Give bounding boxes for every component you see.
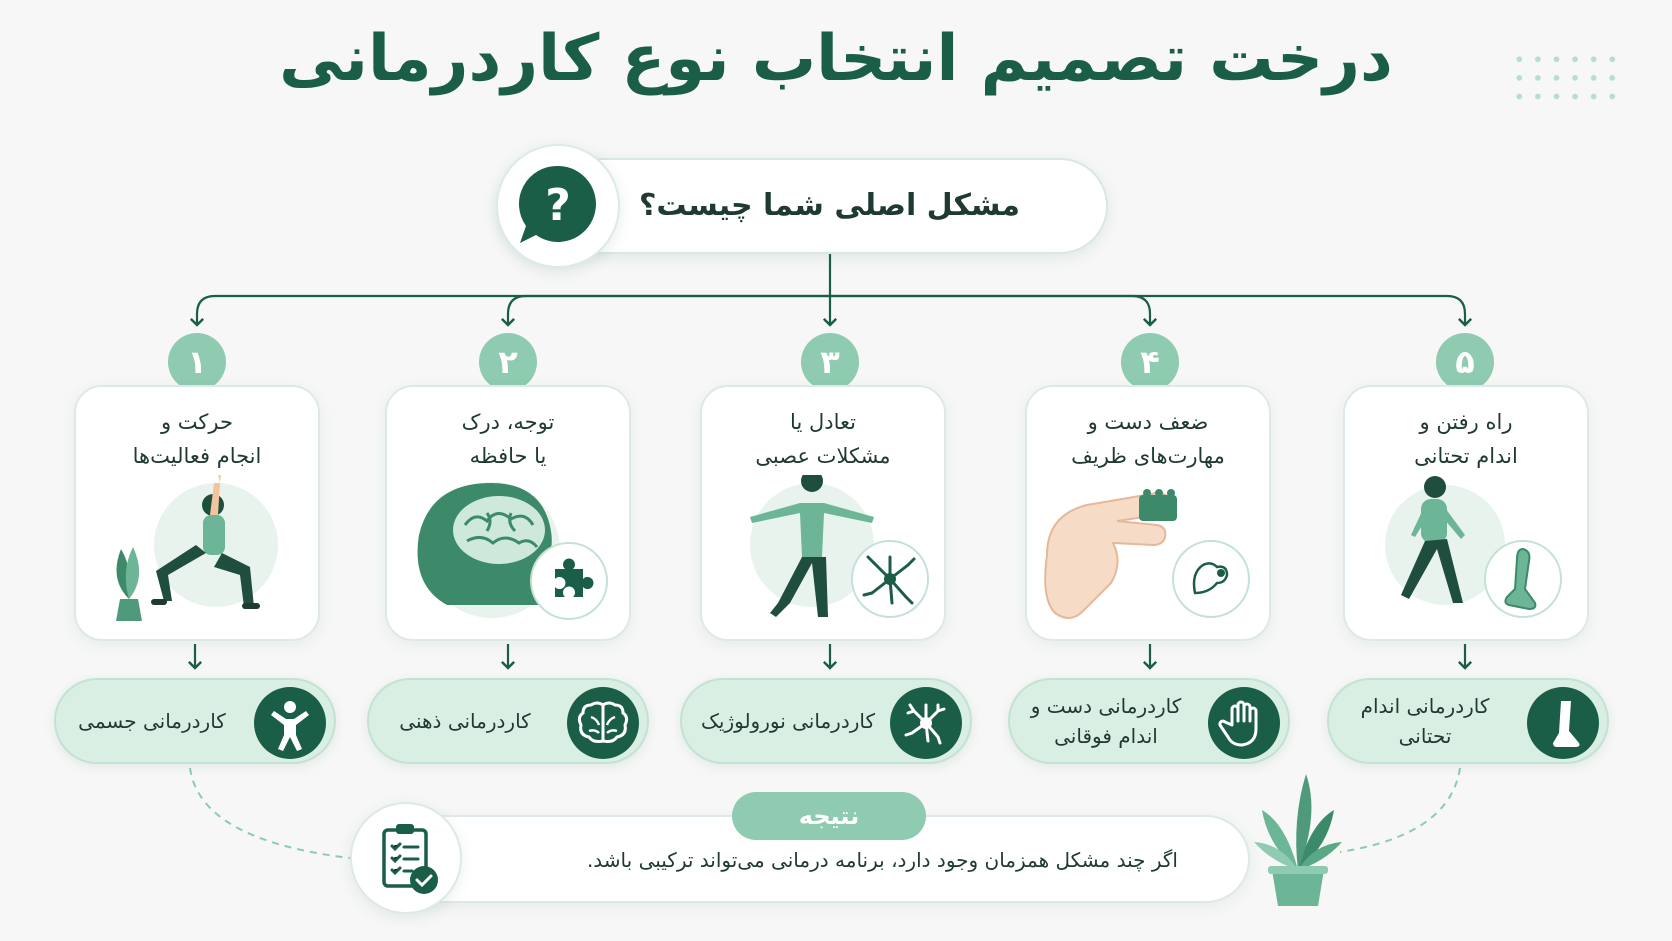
potted-plant-icon: [1250, 770, 1346, 910]
page-title: درخت تصمیم انتخاب نوع کاردرمانی: [279, 22, 1393, 96]
card-title: [76, 405, 318, 473]
leg-icon: [1527, 687, 1599, 759]
card-title: [387, 405, 629, 473]
result-pill-label: کاردرمانی دست و اندام فوقانی: [1030, 694, 1182, 748]
card-title-line2: مهارت‌های ظریف: [1071, 444, 1225, 468]
result-pill-label: کاردرمانی جسمی: [78, 709, 226, 733]
card-title-line1: تعادل یا: [790, 410, 856, 434]
card-title-line2: مشکلات عصبی: [755, 444, 891, 468]
card-title-line1: حرکت و: [160, 410, 233, 434]
card-title-line1: راه رفتن و: [1419, 410, 1513, 434]
card-title-line2: یا حافظه: [469, 444, 547, 468]
question-text: مشکل اصلی شما چیست؟: [639, 188, 1020, 223]
branch-card-lower-limb: [1343, 385, 1589, 641]
branch-card-cognition: [385, 385, 631, 641]
card-title: [1027, 405, 1269, 473]
branch-card-hand: [1025, 385, 1271, 641]
result-pill-neuro[interactable]: [680, 678, 972, 764]
result-pill-mental[interactable]: [367, 678, 649, 764]
clipboard-check-icon: [350, 802, 462, 914]
result-pill-hand[interactable]: [1008, 678, 1290, 764]
balancing-person-illustration: [702, 475, 948, 635]
badge-2: ۲: [479, 333, 537, 391]
card-title-line1: توجه، درک: [461, 410, 555, 434]
brain-icon: [567, 687, 639, 759]
card-title-line2: انجام فعالیت‌ها: [132, 444, 262, 468]
result-pill-label: کاردرمانی نورولوژیک: [701, 709, 876, 733]
branch-card-neuro: [700, 385, 946, 641]
card-title-line1: ضعف دست و: [1087, 410, 1209, 434]
card-title-line2: اندام تحتانی: [1414, 444, 1518, 468]
walking-person-illustration: [1345, 475, 1591, 635]
card-title: [702, 405, 944, 473]
result-pill-lower-limb[interactable]: [1327, 678, 1609, 764]
result-label: نتیجه: [732, 792, 926, 840]
running-person-icon: [254, 687, 326, 759]
badge-5: ۵: [1436, 333, 1494, 391]
branch-card-movement: [74, 385, 320, 641]
badge-1: ۱: [168, 333, 226, 391]
hand-block-illustration: [1027, 475, 1273, 635]
question-icon: [496, 144, 620, 268]
result-pill-label: کاردرمانی اندام تحتانی: [1360, 694, 1490, 748]
result-pill-label: کاردرمانی ذهنی: [399, 709, 531, 733]
result-pill-physical[interactable]: [54, 678, 336, 764]
neuron-icon: [890, 687, 962, 759]
badge-3: ۳: [801, 333, 859, 391]
hand-icon: [1208, 687, 1280, 759]
lunge-person-illustration: [76, 475, 322, 635]
badge-4: ۴: [1121, 333, 1179, 391]
head-brain-illustration: [387, 475, 633, 635]
card-title: [1345, 405, 1587, 473]
result-text: اگر چند مشکل همزمان وجود دارد، برنامه درمانی می‌تواند ترکیبی باشد.: [586, 848, 1178, 872]
main-question: [500, 158, 1108, 254]
svg-text:?: ?: [545, 180, 571, 231]
